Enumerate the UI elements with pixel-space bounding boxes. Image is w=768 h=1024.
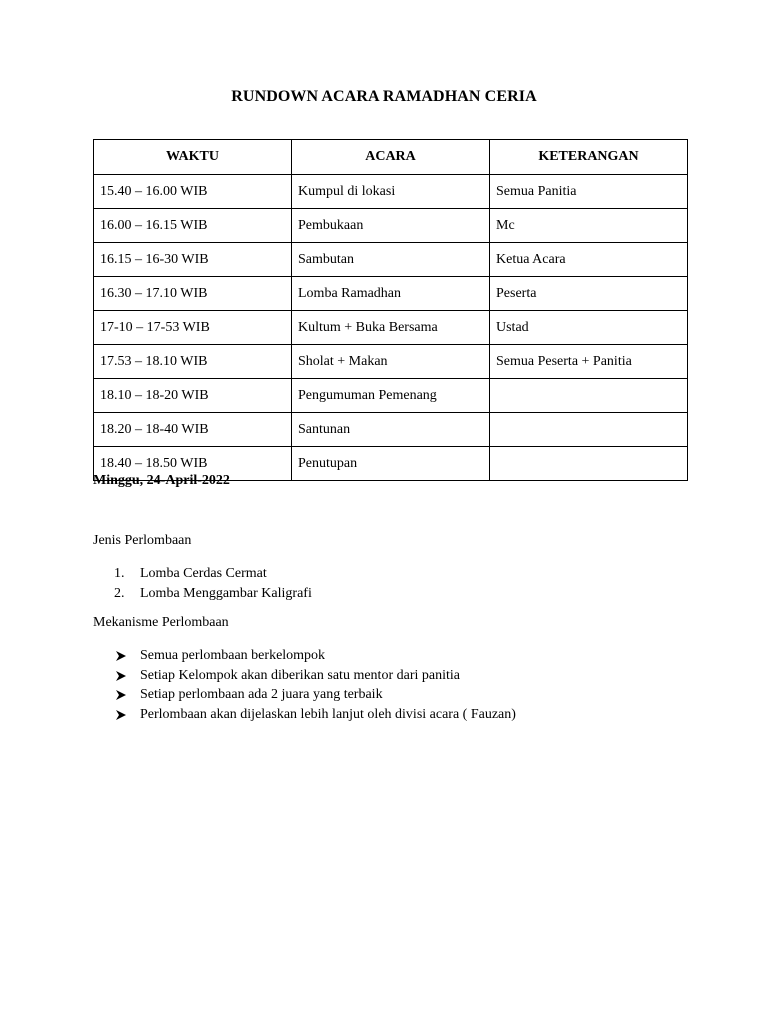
event-date: Minggu, 24-April-2022 — [93, 473, 230, 488]
table-row — [94, 209, 688, 243]
table-row — [94, 345, 688, 379]
table-row — [94, 311, 688, 345]
list-item — [93, 705, 516, 725]
cell-waktu: 16.00 – 16.15 WIB — [94, 209, 292, 243]
list-item — [93, 685, 516, 705]
list-item-text: Lomba Cerdas Cermat — [140, 566, 267, 581]
cell-waktu: 16.30 – 17.10 WIB — [94, 277, 292, 311]
arrowhead-bullet-icon — [115, 650, 127, 662]
cell-waktu: 17.53 – 18.10 WIB — [94, 345, 292, 379]
cell-waktu: 17-10 – 17-53 WIB — [94, 311, 292, 345]
list-item-text: Lomba Menggambar Kaligrafi — [140, 585, 312, 601]
list-number: 1. — [114, 566, 125, 581]
cell-acara: Santunan — [292, 413, 490, 447]
jenis-perlombaan-list — [93, 564, 312, 603]
mekanisme-perlombaan-list — [93, 646, 516, 724]
cell-waktu: 18.40 – 18.50 WIB — [94, 447, 292, 481]
cell-keterangan: Mc — [490, 209, 688, 243]
cell-keterangan — [490, 413, 688, 447]
header-acara: ACARA — [292, 140, 490, 175]
list-item-text: Semua perlombaan berkelompok — [140, 648, 326, 663]
list-item — [93, 564, 312, 584]
cell-waktu: 18.10 – 18-20 WIB — [94, 379, 292, 413]
arrowhead-bullet-icon — [115, 689, 127, 701]
header-waktu: WAKTU — [94, 140, 292, 175]
cell-acara: Kumpul di lokasi — [292, 175, 490, 209]
list-item — [93, 666, 516, 686]
cell-acara: Kultum + Buka Bersama — [292, 311, 490, 345]
cell-keterangan: Peserta — [490, 277, 688, 311]
table-row — [94, 243, 688, 277]
table-row — [94, 413, 688, 447]
cell-acara: Penutupan — [292, 447, 490, 481]
cell-waktu: 18.20 – 18-40 WIB — [94, 413, 292, 447]
table-row — [94, 379, 688, 413]
page-title: RUNDOWN ACARA RAMADHAN CERIA — [231, 88, 537, 105]
cell-acara: Sambutan — [292, 243, 490, 277]
cell-acara: Lomba Ramadhan — [292, 277, 490, 311]
header-keterangan: KETERANGAN — [490, 140, 688, 175]
arrowhead-bullet-icon — [115, 670, 127, 682]
jenis-perlombaan-heading: Jenis Perlombaan — [93, 533, 192, 548]
cell-keterangan: Semua Panitia — [490, 175, 688, 209]
cell-keterangan — [490, 379, 688, 413]
list-item-text: Setiap perlombaan ada 2 juara yang terbaik — [140, 687, 383, 702]
rundown-table — [93, 139, 688, 481]
list-number: 2. — [114, 585, 125, 601]
table-row — [94, 175, 688, 209]
cell-waktu: 16.15 – 16-30 WIB — [94, 243, 292, 277]
list-item — [93, 646, 516, 666]
list-item — [93, 584, 312, 604]
cell-acara: Pengumuman Pemenang — [292, 379, 490, 413]
table-row — [94, 277, 688, 311]
cell-acara: Sholat + Makan — [292, 345, 490, 379]
list-item-text: Setiap Kelompok akan diberikan satu mentor dari panitia — [140, 667, 460, 683]
cell-keterangan: Ustad — [490, 311, 688, 345]
cell-keterangan: Semua Peserta + Panitia — [490, 345, 688, 379]
list-item-text: Perlombaan akan dijelaskan lebih lanjut oleh divisi acara ( Fauzan) — [140, 706, 516, 722]
table-header-row — [94, 140, 688, 175]
cell-keterangan: Ketua Acara — [490, 243, 688, 277]
cell-keterangan — [490, 447, 688, 481]
arrowhead-bullet-icon — [115, 709, 127, 721]
cell-waktu: 15.40 – 16.00 WIB — [94, 175, 292, 209]
mekanisme-perlombaan-heading: Mekanisme Perlombaan — [93, 615, 229, 630]
cell-acara: Pembukaan — [292, 209, 490, 243]
